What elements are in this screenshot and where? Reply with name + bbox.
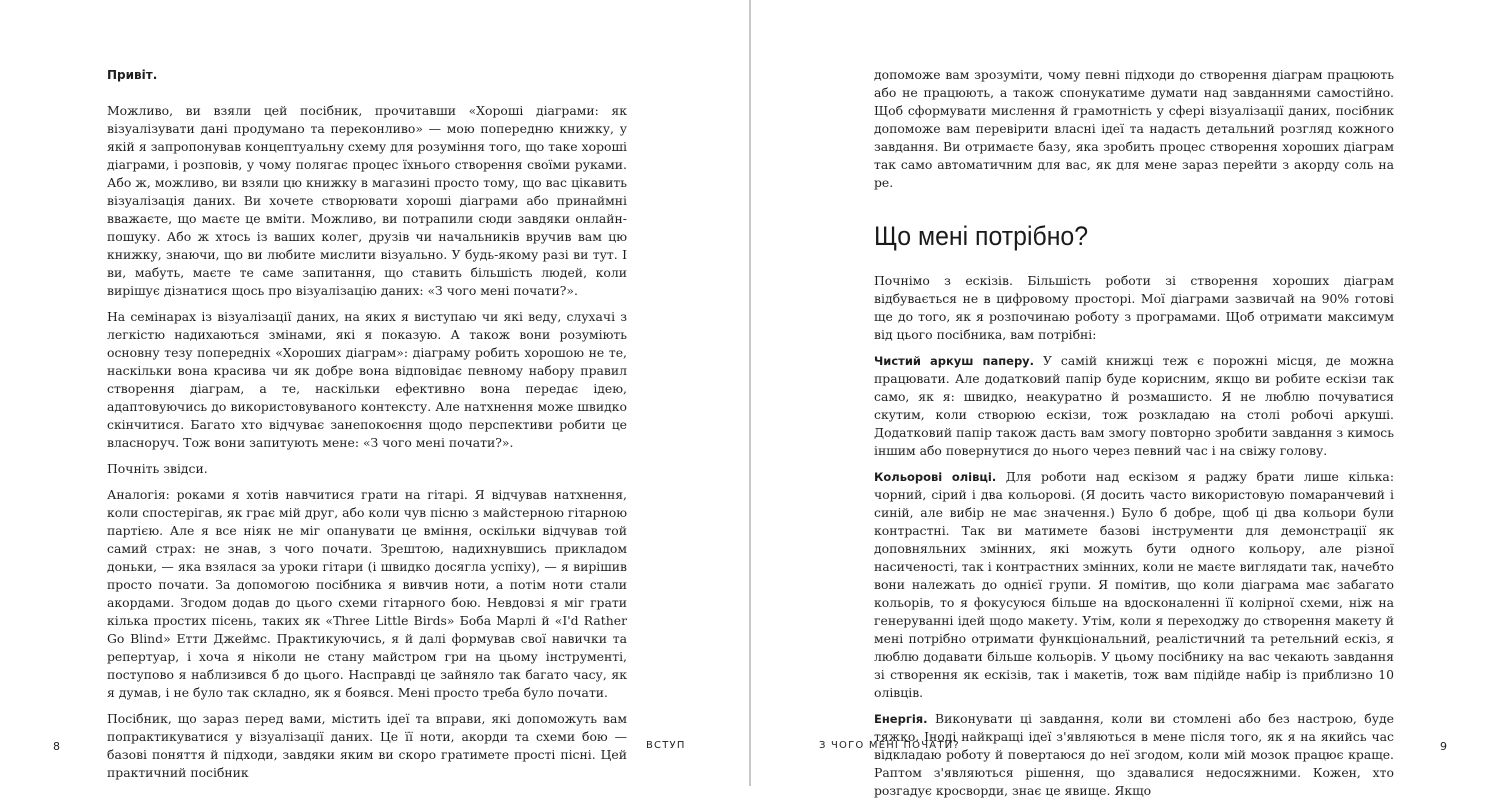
section-intro: Почнімо з ескізів. Більшість роботи зі створення хороших діаграм відбувається не в цифровому просторі. Мої діаграми зазвичай на 90% готові ще до того, як я розпочинаю роботу з програмами. Щоб отримати максимум від цього посібника, вам потрібні: bbox=[874, 273, 1394, 342]
left-paragraph: Почніть звідси. bbox=[107, 461, 208, 476]
list-item bbox=[874, 352, 1394, 460]
list-item bbox=[874, 468, 1394, 702]
left-paragraph: Аналогія: роками я хотів навчитися грати на гітарі. Я відчував натхнення, коли спостерігав, як грає мій друг, або коли чув пісню з майстерною гітарною партією. Але я все ніяк не міг опанувати це вміння, оскільки відчував той самий страх: не знав, з чого почати. Зрештою, надихнувшись прикладом доньки, — яка взялася за уроки гітари (і швидко досягла успіху), — я вирішив просто почати. За допомогою посібника я вивчив ноти, а потім ноти стали акордами. Згодом додав до цього схеми гітарного бою. Невдовзі я міг грати кілька простих пісень, таких як «Three Little Birds» Боба Марлі й «I'd Rather Go Blind» Етти Джеймс. Практикуючись, я й далі формував свої навички та репертуар, і хоча я ніколи не стану майстром гри на цьому інструменті, поступово я наблизився б до цього. Насправді це зайняло так багато часу, як я думав, і не було так складно, як я боявся. Мені просто треба було почати. bbox=[107, 487, 627, 700]
item-lead: Кольорові олівці. bbox=[874, 470, 997, 484]
continued-paragraph: допоможе вам зрозуміти, чому певні підходи до створення діаграм працюють або не працюють, а також спонукатиме думати над завданнями самостійно. Щоб сформувати мислення й грамотність у сфері візуалізації даних, посібник допоможе вам перевірити власні ідеї та надасть детальний розгляд кожного завдання. Ви отримаєте базу, яка зробить процес створення хороших діаграм так само автоматичним для вас, як для мене зараз перейти з акорду соль на ре. bbox=[874, 67, 1394, 190]
right-running-head: З ЧОГО МЕНІ ПОЧАТИ? bbox=[819, 740, 960, 751]
page-gutter bbox=[749, 0, 751, 786]
left-page-body bbox=[107, 66, 627, 790]
right-page-number: 9 bbox=[1440, 740, 1447, 753]
item-lead: Чистий аркуш паперу. bbox=[874, 354, 1035, 368]
left-paragraph: Посібник, що зараз перед вами, містить ідеї та вправи, які допоможуть вам попрактикуватися у візуалізації даних. Це її ноти, акорди та схеми бою — базові поняття й підходи, завдяки яким ви скоро гратимете прості пісні. Цей практичний посібник bbox=[107, 711, 627, 780]
left-paragraph: Можливо, ви взяли цей посібник, прочитавши «Хороші діаграми: як візуалізувати дані продумано та переконливо» — мою попередню книжку, у якій я запропонував концептуальну схему для розуміння того, що таке хороші діаграми, і розповів, у чому полягає процес їхнього створення своїми руками. Або ж, можливо, ви взяли цю книжку в магазині просто тому, що вас цікавить візуалізація даних. Ви хочете створювати хороші діаграми або принаймні вважаєте, що маєте це вміти. Можливо, ви потрапили сюди завдяки онлайн-пошуку. Або ж хтось із ваших колег, друзів чи начальників вручив вам цю книжку, знаючи, що ви любите мислити візуально. У будь-якому разі ви тут. І ви, мабуть, маєте те саме запитання, що ставить більшість людей, коли вирішує дізнатися щось про візуалізацію даних: «З чого мені почати?». bbox=[107, 103, 627, 298]
greeting: Привіт. bbox=[107, 68, 158, 82]
item-text: У самій книжці теж є порожні місця, де можна працювати. Але додатковий папір буде корисним, якщо ви робите ескізи так само, як я: швидко, неакуратно й розмашисто. Я не люблю почуватися скутим, коли створюю ескізи, тож розкладаю на столі робочі аркуші. Додатковий папір також дасть вам змогу повторно зробити завдання з кимось іншим або повернутися до нього через певний час і на свіжу голову. bbox=[874, 353, 1394, 458]
left-running-head: ВСТУП bbox=[646, 740, 686, 751]
left-paragraph: На семінарах із візуалізації даних, на яких я виступаю чи які веду, слухачі з легкістю надихаються змінами, які я показую. А також вони розуміють основну тезу попередніх «Хороших діаграм»: діаграму робить хорошою не те, наскільки вона красива чи як добре вона відповідає певному набору правил створення діаграм, а те, наскільки ефективно вона передає ідею, адаптовуючись до використовуваного контексту. Але натхнення може швидко скінчитися. Багато хто відчуває занепокоєння щодо перспективи робити це власноруч. Тож вони запитують мене: «З чого мені почати?». bbox=[107, 309, 627, 450]
item-text: Виконувати ці завдання, коли ви стомлені або без настрою, буде тяжко. Іноді найкращі ідеї з'являються в мене після того, як я на якийсь час відкладаю роботу й повертаюся до неї згодом, коли мій мозок працює краще. Раптом з'являються рішення, що здавалися недосяжними. Кожен, хто розгадує кросворди, знає це явище. Якщо bbox=[874, 711, 1394, 798]
list-item bbox=[874, 710, 1394, 800]
item-lead: Енергія. bbox=[874, 712, 928, 726]
left-page-number: 8 bbox=[53, 740, 60, 753]
item-text: Для роботи над ескізом я раджу брати лише кілька: чорний, сірий і два кольорові. (Я досить часто використовую помаранчевий і синій, але вибір не має значення.) Було б добре, щоб ці два кольори були контрастні. Так ви матимете базові інструменти для демонстрації як доповняльних змінних, які можуть бути одного кольору, але різної насиченості, так і контрастних змінних, коли не маєте виглядати так, начебто вони належать до однієї групи. Я помітив, що коли діаграма має забагато кольорів, то я фокусуюся більше на вдосконаленні її колірної схеми, ніж на генеруванні ідей щодо макету. Утім, коли я переходжу до створення макету й мені потрібно отримати функціональний, реалістичний та ретельний ескіз, я люблю додавати більше кольорів. У цьому посібнику на вас чекають завдання зі створення як ескізів, так і макетів, тож вам підійде набір із приблизно 10 олівців. bbox=[874, 469, 1394, 700]
section-title: Що мені потрібно? bbox=[874, 221, 1089, 251]
right-page-body bbox=[874, 66, 1394, 808]
